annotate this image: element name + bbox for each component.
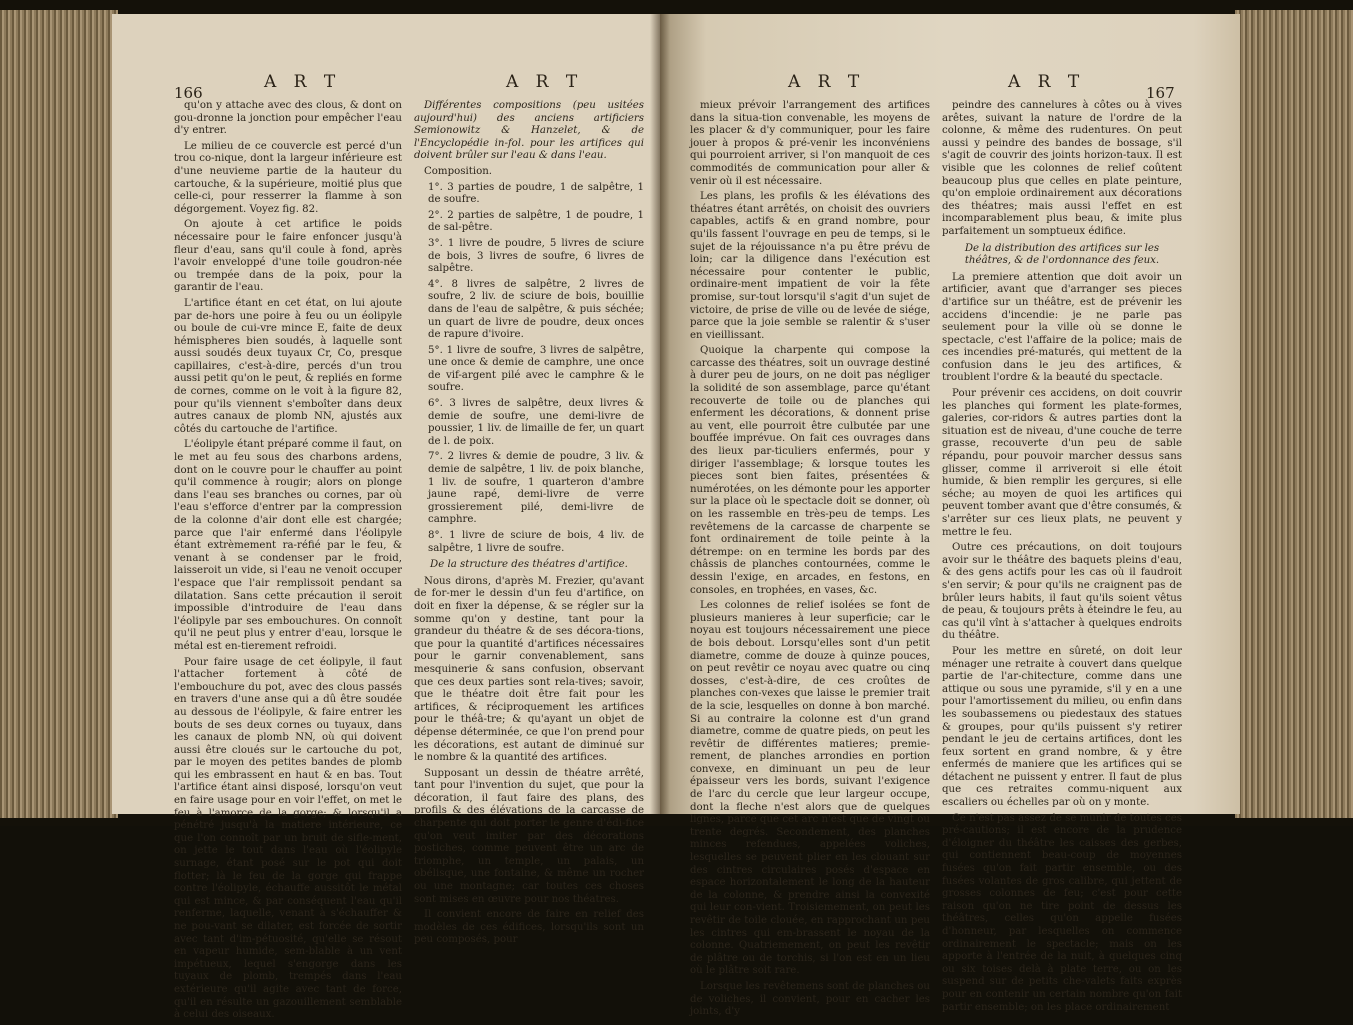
paragraph: Pour prévenir ces accidens, on doit couvrir les planches qui forment les plate-formes, galeries, cor-ridors & autres parties dont la situation est de niveau, d'une couche de terre grasse, recouverte d'un peu de sable répandu, pour pouvoir marcher dessus sans glisser, comme il arriveroit si elle étoit humide, & bien remplir les gerçures, si elle séche; au moyen de quoi les artifices qui peuvent tomber avant que d'être consumés, & s'arrêter sur ces lieux plats, ne peuvent y mettre le feu. — [942, 388, 1182, 538]
paragraph: Pour les mettre en sûreté, on doit leur ménager une retraite à couvert dans quelque partie de l'ar-chitecture, comme dans une attique ou sous une pyramide, s'il y en a une pour l'amortissement du milieu, ou enfin dans les soubassemens ou piedestaux des statues & groupes, pour qu'ils puissent s'y retirer pendant le jeu de certains artifices, dont les feux sortent en grand nombre, & y être enfermés de maniere que les artifices qui se détachent ne puissent y entrer. Il faut de plus que ces retraites commu-niquent aux escaliers ou échelles par où on y monte. — [942, 645, 1182, 809]
right-page-column-2 — [942, 100, 1182, 1017]
running-head-left: A R T — [264, 72, 342, 92]
composition-item: 6°. 3 livres de salpêtre, deux livres & demie de soufre, une demi-livre de poussier, 1 liv. de limaille de fer, un quart de l. de poix. — [428, 398, 644, 447]
left-page — [112, 14, 660, 1021]
paragraph: Pour faire usage de cet éolipyle, il faut l'attacher fortement à côté de l'embouchure du pot, avec des clous passés en travers d'une anse qui a dû être soudée au dessous de l'éolipyle, & faire entrer les bouts de ses deux cornes ou tuyaux, dans les canaux de plomb NN, où qui doivent aussi être cloués sur le cartouche du pot, par le moyen des petites bandes de plomb qui les embrassent en haut & en bas. Tout l'artifice étant ainsi disposé, lorsqu'on veut en faire usage pour en voir l'effet, on met le feu à l'amorce de la gorge; & lorsqu'il a pénétré jusqu'à la matiere intérieure, ce que l'on connoît par un bruit de sifle-ment, on jette le tout dans l'eau où l'éolipyle surnage, étant posé sur le pot qui doit flotter; là le feu de la gorge qui frappe contre l'éolipyle, échauffe aussitôt le métal qui est mince, & par conséquent l'eau qu'il renferme, laquelle, venant à s'échauffer & ne pou-vant se dilater, est forcée de sortir avec tant d'im-pétuosité, qu'elle se résout en vapeur humide, sem-blable à un vent impétueux, lequel s'engorge dans les tuyaux de plomb, trempés dans l'eau extérieure qu'il agite avec tant de force, qu'il en résulte un gazouillement semblable à celui des oiseaux. — [174, 656, 402, 1021]
paragraph: mieux prévoir l'arrangement des artifices dans la situa-tion convenable, les moyens de les placer & d'y communiquer, pour les faire jouer à propos & pré-venir les inconvéniens qui pourroient arriver, si l'on manquoit de ces commodités de communication pour aller & venir où il est nécessaire. — [690, 100, 930, 187]
left-page-column-1 — [174, 100, 402, 1025]
distribution-paragraphs — [942, 272, 1182, 1014]
paragraph: La premiere attention que doit avoir un artificier, avant que d'arranger ses pieces d'artifice sur un théâtre, est de prévenir les accidens d'incendie: je ne parle pas seulement pour la ville où se donne le spectacle, c'est l'affaire de la police; mais de ces incendies pré-maturés, qui mettent de la confusion dans le jeu des artifices, & troublent l'ordre & la beauté du spectacle. — [942, 271, 1182, 384]
paragraph: Il convient encore de faire en relief des modèles de ces édifices, lorsqu'ils sont un peu composés, pour — [414, 909, 644, 946]
paragraph: Le milieu de ce couvercle est percé d'un trou co-nique, dont la largeur inférieure est d'une neuvieme partie de la hauteur du cartouche, & la supérieure, moitié plus que celle-ci, pour resserrer la flamme à son dégorgement. Voyez fig. 82. — [174, 140, 402, 215]
paragraph: L'éolipyle étant préparé comme il faut, on le met au feu sous des charbons ardens, dont on le couvre pour le chauffer au point qu'il commence à rougir; alors on plonge dans l'eau ses branches ou cornes, par où l'eau s'efforce d'entrer par la compression de la colonne d'air dont elle est chargée; parce que l'air enfermé dans l'éolipyle étant extrèmement ra-réfié par le feu, & venant à se condenser par le froid, laisseroit un vide, si l'eau ne venoit occuper l'espace que l'air remplissoit pendant sa dilatation. Sans cette précaution il seroit impossible d'introduire de l'eau dans l'éolipyle par ses embouchures. On connoît qu'il ne peut plus y entrer d'eau, lorsque le métal est en-tierement refroidi. — [174, 439, 402, 652]
paragraph: On ajoute à cet artifice le poids nécessaire pour le faire enfoncer jusqu'à fleur d'eau, sans qu'il coule à fond, après l'avoir enveloppé d'une toile goudron-née ou trempée dans de la poix, pour la garantir de l'eau. — [174, 219, 402, 294]
composition-item: 1°. 3 parties de poudre, 1 de salpêtre, 1 de soufre. — [428, 181, 644, 206]
paragraph: Les colonnes de relief isolées se font de plusieurs manieres à leur superficie; car le noyau est toujours nécessairement une piece de bois debout. Lorsqu'elles sont d'un petit diametre, comme de douze à quinze pouces, on peut revêtir ce noyau avec quatre ou cinq dosses, c'est-à-dire, de ces croûtes de planches con-vexes que laisse le premier trait de la scie, lesquelles on donne à bon marché. Si au contraire la colonne est d'un grand diametre, comme de quatre pieds, on peut les revêtir de différentes matieres; premie-rement, de planches arrondies en portion convexe, en diminuant un peu de leur épaisseur vers les bords, suivant l'exigence de l'arc du cercle que leur largeur occupe, dont la fleche n'est alors que de quelques lignes, parce que cet arc n'est que de vingt ou trente degrés. Secondement, des planches minces refendues, appelées voliches, lesquelles se peuvent plier en les clouant sur des cintres circulaires posés d'espace en espace horizontalement le long de la hauteur de la colonne, & prendre ainsi la convexité qui leur con-vient. Troisiemement, on peut les revêtir de toile clouée, en rapprochant un peu les cintres qui em-brassent le noyau de la colonne. Quatriemement, on peut les revêtir de plâtre ou de torchis, si l'on est en un lieu où le plâtre soit rare. — [690, 600, 930, 977]
compositions-intro: Différentes compositions (peu usitées aujourd'hui) des anciens artificiers Semionowitz & Hanzelet, & de l'Encyclopédie in-fol. pour les artifices qui doivent brûler sur l'eau & dans l'eau. — [414, 100, 644, 162]
composition-item: 5°. 1 livre de soufre, 3 livres de salpêtre, une once & demie de camphre, une once de vif-argent pilé avec le camphre & le soufre. — [428, 344, 644, 394]
right-page-column-1 — [690, 100, 930, 1022]
composition-label: Composition. — [424, 165, 493, 177]
running-head-right-col1: A R T — [788, 72, 866, 92]
book-gutter — [650, 14, 670, 814]
composition-item: 4°. 8 livres de salpêtre, 2 livres de soufre, 2 liv. de sciure de bois, bouillie dans de l'eau de salpêtre, & puis séchée; un quart de livre de poudre, deux onces de rapure d'ivoire. — [428, 278, 644, 341]
page-number-left: 166 — [174, 84, 203, 102]
paragraph: Ce n'est pas assez de se munir de toutes ces pré-cautions; il est encore de la prudence d'éloigner du théâtre les caisses des gerbes, qui contiennent beau-coup de moyennes fusées qu'on fait partir ensemble, ou des fusées volantes de gros calibre, qui jettent de grosses colonnes de feu; c'est pour cette raison qu'on ne tire point de dessus les théâtres, celles qu'on appelle fusées d'honneur, par lesquelles on commence ordinairement le spectacle; mais on les apporte à l'entrée de la nuit, à quelques cinq ou six toises delà à plate terre, ou on les suspend sur de petits che-valets faits exprès pour en contenir un certain nombre qu'on fait partir ensemble; on les place ordinairement — [942, 812, 1182, 1013]
left-page-edges — [0, 10, 118, 818]
structure-paragraphs — [414, 576, 644, 947]
paragraph: peindre des cannelures à côtes ou à vives arêtes, suivant la nature de l'ordre de la colonne, & même des rudentures. On peut aussi y peindre des bandes de bossage, s'il s'agit de couvrir des joints horizon-taux. Il est visible que les colonnes de relief coûtent beaucoup plus que celles en plate peinture, qu'on emploie ordinairement aux décorations des théatres; mais aussi l'effet en est incomparablement plus beau, & imite plus parfaitement un somptueux édifice. — [942, 100, 1182, 237]
right-page-edges — [1235, 10, 1353, 818]
left-page-column-2 — [414, 100, 644, 950]
paragraph: Les plans, les profils & les élévations des théatres étant arrêtés, on choisit des ouvriers capables, actifs & en grand nombre, pour qu'ils fassent l'ouvrage en peu de temps, si le sujet de la réjouissance n'a pu être prévu de loin; car la diligence dans l'exécution est nécessaire pour contenter le public, ordinaire-ment impatient de voir la fête promise, sur-tout lorsqu'il s'agit d'un sujet de victoire, de prise de ville ou de levée de siége, parce que la joie semble se ralentir & s'user en vieillissant. — [690, 191, 930, 341]
composition-list — [414, 182, 644, 556]
composition-item: 3°. 1 livre de poudre, 5 livres de sciure de bois, 3 livres de soufre, 6 livres de salpêtre. — [428, 237, 644, 275]
composition-item: 8°. 1 livre de sciure de bois, 4 liv. de salpêtre, 1 livre de soufre. — [428, 530, 644, 554]
section-heading-structure: De la structure des théatres d'artifice. — [430, 559, 628, 571]
right-page — [660, 14, 1240, 1018]
composition-item: 7°. 2 livres & demie de poudre, 3 liv. & demie de salpêtre, 1 liv. de poix blanche, 1 liv. de soufre, 1 quarteron d'ambre jaune rapé, demi-livre de verre grossierement pilé, demi-livre de camphre. — [428, 451, 644, 526]
paragraph: Supposant un dessin de théatre arrêté, tant pour l'invention du sujet, que pour la décoration, il faut faire des plans, des profils & des élévations de la carcasse de charpente qui doit porter le genre d'édi-fice qu'on veut imiter par des décorations postiches, comme peuvent être un arc de triomphe, un temple, un palais, un obélisque, une fontaine, & même un rocher ou une montagne; car toutes ces choses sont mises en œuvre pour nos théatres. — [414, 767, 644, 905]
composition-item: 2°. 2 parties de salpêtre, 1 de poudre, 1 de sal-pêtre. — [428, 209, 644, 234]
cannelures-paragraph — [942, 100, 1182, 239]
paragraph: Outre ces précautions, on doit toujours avoir sur le théâtre des baquets pleins d'eau, & des gens actifs pour les cas où il faudroit s'en servir; & pour qu'ils ne craignent pas de brûler leurs habits, il faut qu'ils soient vêtus de peau, & toujours prêts à éteindre le feu, au cas qu'il vînt à s'attacher à quelques endroits du théâtre. — [942, 542, 1182, 642]
paragraph: Lorsque les revêtemens sont de planches ou de voliches, il convient, pour en cacher les joints, d'y — [690, 980, 930, 1018]
running-head-right: A R T — [1008, 72, 1086, 92]
paragraph: qu'on y attache avec des clous, & dont on gou-dronne la jonction pour empêcher l'eau d'y entrer. — [174, 100, 402, 137]
paragraph: Nous dirons, d'après M. Frezier, qu'avant de for-mer le dessin d'un feu d'artifice, on doit en fixer la dépense, & se régler sur la somme qu'on y destine, tant pour la grandeur du théatre & de ses décora-tions, que pour la quantité d'artifices nécessaires pour le garnir convenablement, sans mesquinerie & sans confusion, observant que ces deux parties sont rela-tives; savoir, que le théatre doit être fait pour les artifices, & réciproquement les artifices pour le théâ-tre; & qu'ayant un objet de dépense déterminée, ce que l'on prend pour les décorations, est autant de diminué sur le nombre & la quantité des artifices. — [414, 575, 644, 764]
section-heading-distribution: De la distribution des artifices sur les théâtres, & de l'ordonnance des feux. — [964, 242, 1160, 267]
page-number-right: 167 — [1146, 84, 1175, 102]
running-head-left-col2: A R T — [506, 72, 584, 92]
paragraph: L'artifice étant en cet état, on lui ajoute par de-hors une poire à feu ou un éolipyle ou boule de cui-vre mince E, faite de deux hémispheres bien soudés, à laquelle sont aussi soudés deux tuyaux Cr, Co, presque capillaires, c'est-à-dire, percés d'un trou aussi petit qu'on le peut, & repliés en forme de cornes, comme on le voit à la figure 82, pour qu'ils viennent s'emboîter dans deux autres canaux de plomb NN, ajustés aux côtés du cartouche de l'artifice. — [174, 297, 402, 435]
paragraph: Quoique la charpente qui compose la carcasse des théatres, soit un ouvrage destiné à durer peu de jours, on ne doit pas négliger la solidité de son assemblage, parce qu'étant recouverte de toile ou de planches qui enferment les décorations, & donnent prise au vent, elle pourroit être culbutée par une bouffée imprévue. On fait ces ouvrages dans des lieux par-ticuliers enfermés, pour y diriger l'assemblage; & lorsque toutes les pieces sont bien faites, présentées & numérotées, on les démonte pour les apporter sur la place où le spectacle doit se donner, où on les rassemble en très-peu de temps. Les revêtemens de la carcasse de charpente se font ordinairement de toile peinte à la détrempe: on en termine les bords par des châssis de planches contournées, comme le dessin l'exige, en arcades, en festons, en consoles, en trophées, en vases, &c. — [690, 345, 930, 596]
